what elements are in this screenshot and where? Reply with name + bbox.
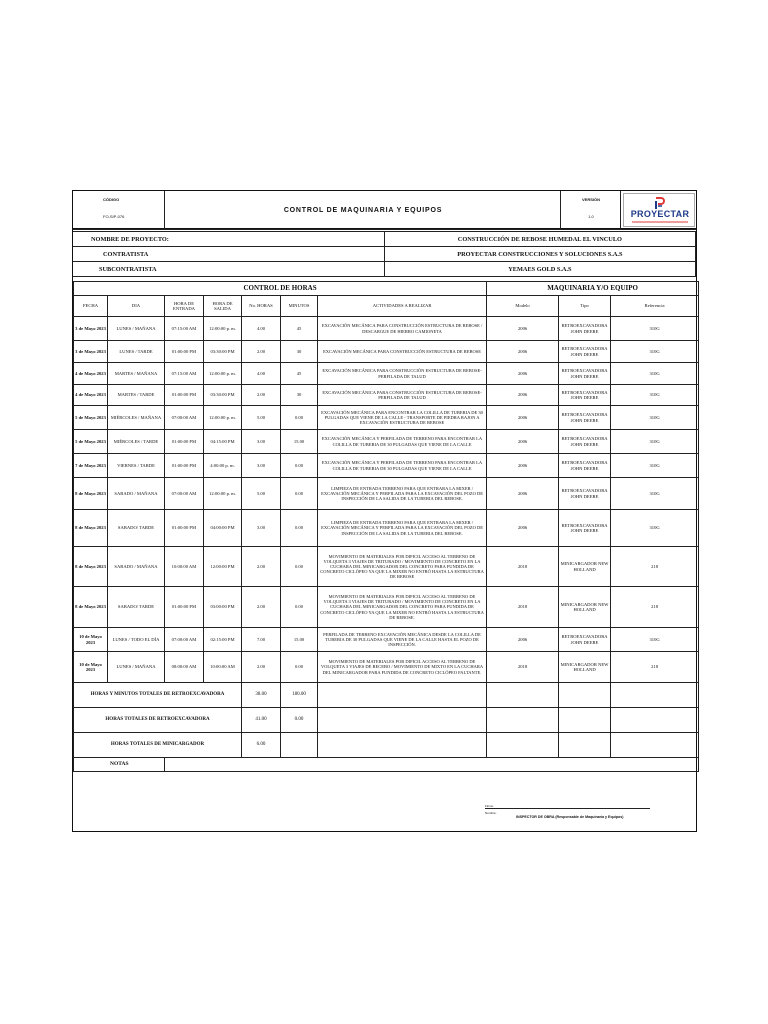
cell-salida: 12:00:00 p. m. <box>204 363 242 385</box>
cell-referencia: 310G <box>611 478 699 510</box>
cell-entrada: 10:00:00 AM <box>165 547 204 587</box>
cell-salida: 12:00:00 p. m. <box>204 406 242 430</box>
cell-minutos: 30 <box>281 385 318 406</box>
cell-referencia: 218 <box>611 547 699 587</box>
cell-entrada: 07:15:00 AM <box>165 317 204 341</box>
cell-tipo: RETROEXCAVADORA JOHN DEERE <box>559 317 611 341</box>
cell-referencia: 310G <box>611 385 699 406</box>
cell-minutos: 45 <box>281 317 318 341</box>
cell-dia: MIÉRCOLES / TARDE <box>108 430 165 454</box>
cell-referencia: 310G <box>611 341 699 363</box>
total-minutes-3 <box>281 733 318 758</box>
cell-tipo: RETROEXCAVADORA JOHN DEERE <box>559 341 611 363</box>
cell-horas: 7.00 <box>242 628 281 652</box>
cell-actividad: EXCAVACIÓN MECÁNICA PARA CONSTRUCCIÓN ESTRUCTURA DE REBOSE <box>318 341 487 363</box>
cell-actividad: MOVIMIENTO DE MATERIALES POR DIFICIL ACCESO AL TERRENO DE VOLQUETA 3 VIAJES DE TRITURADO / MOVIMIENTO DE CONCRETO EN LA CUCHARA DEL MINICARGADOR DEL CONCRETO PARA FUNDIDA DE CONCRETO CICLÓPEO YA QUE LA MIXER NO ENTRÓ HASTA LA ESTRUCTURA DE REBOSE <box>318 547 487 587</box>
cell-referencia: 310G <box>611 454 699 478</box>
cell-actividad: EXCAVACIÓN MECÁNICA PARA ENCONTRAR LA COLILLA DE TUBERIA DE 30 PULGADAS QUE VIENE DE LA CALLE - TRANSPORTE DE PIEDRA RAJON A EXCAVACIÓN ESTRUCTURA DE REBOSE <box>318 406 487 430</box>
cell-referencia: 310G <box>611 430 699 454</box>
cell-dia: LUNES / MAÑANA <box>108 652 165 683</box>
cell-entrada: 01:00:00 PM <box>165 430 204 454</box>
cell-actividad: MOVIMIENTO DE MATERIALES POR DIFICIL ACCESO AL TERRENO DE VOLQUETA 3 VIAJES DE RECEBO / MOVIMIENTO DE MIXTO EN LA CUCHARA DEL MINICARGADOR PARA FUNDIDA DE CONCRETO CICLÓPEO FALTANTE. <box>318 652 487 683</box>
cell-modelo: 2006 <box>487 430 559 454</box>
cell-modelo: 2006 <box>487 628 559 652</box>
cell-tipo: RETROEXCAVADORA JOHN DEERE <box>559 478 611 510</box>
notes-field[interactable] <box>165 758 699 772</box>
cell-fecha: 5 de Mayo 2023 <box>74 406 108 430</box>
cell-modelo: 2018 <box>487 652 559 683</box>
table-row <box>74 628 699 652</box>
signature-caption: INSPECTOR DE OBRA (Responsable de Maquinaria y Equipos) <box>516 815 624 819</box>
col-tipo: Tipo <box>559 296 611 317</box>
section-machinery: MAQUINARIA Y/O EQUIPO <box>487 282 699 296</box>
table-row <box>74 652 699 683</box>
cell-referencia: 310G <box>611 317 699 341</box>
form-title: CONTROL DE MAQUINARIA Y EQUIPOS <box>283 206 443 214</box>
cell-tipo: RETROEXCAVADORA JOHN DEERE <box>559 454 611 478</box>
cell-actividad: LIMPIEZA DE ENTRADA TERRENO PARA QUE ENTRARA LA MIXER / EXCAVACIÓN MECÁNICA Y PERFILADA PARA LA EXCAVACIÓN DEL POZO DE INSPECCIÓN DE LA SALIDA DE LA TUBERIA DEL REBOSE. <box>318 478 487 510</box>
table-row <box>74 317 699 341</box>
cell-fecha: 7 de Mayo 2023 <box>74 454 108 478</box>
cell-salida: 12:00:00 p. m. <box>204 478 242 510</box>
project-info-table <box>73 229 696 277</box>
signature-name-label: Nombre: <box>485 811 497 815</box>
col-minutos: MINUTOS <box>281 296 318 317</box>
cell-modelo: 2006 <box>487 454 559 478</box>
logo-text: PROYECTAR <box>630 209 690 219</box>
cell-salida: 04:00:00 PM <box>204 510 242 547</box>
code-label: CÓDIGO <box>103 197 120 202</box>
hours-table <box>73 281 699 772</box>
cell-salida: 10:00:00 AM <box>204 652 242 683</box>
cell-fecha: 8 de Mayo 2023 <box>74 478 108 510</box>
cell-actividad: EXCAVACIÓN MECÁNICA Y PERFILADA DE TERRENO PARA ENCONTRAR LA COLILLA DE TUBERIA DE 30 PULGADAS QUE VIENE DE LA CALLE <box>318 454 487 478</box>
cell-dia: SABADO/ TARDE <box>108 587 165 628</box>
cell-salida: 4:00:00 p. m. <box>204 454 242 478</box>
cell-horas: 4.00 <box>242 363 281 385</box>
cell-referencia: 218 <box>611 587 699 628</box>
col-dia: DIA <box>108 296 165 317</box>
contractor-value: PROYECTAR CONSTRUCCIONES Y SOLUCIONES S.A.S <box>384 247 695 262</box>
cell-minutos: 0.00 <box>281 510 318 547</box>
table-row <box>74 406 699 430</box>
cell-entrada: 01:00:00 PM <box>165 341 204 363</box>
cell-minutos: 30 <box>281 341 318 363</box>
total-label-3: HORAS TOTALES DE MINICARGADOR <box>74 733 242 758</box>
cell-salida: 03:30:00 PM <box>204 341 242 363</box>
cell-salida: 02:15:00 PM <box>204 628 242 652</box>
cell-tipo: MINICARGADOR NEW HOLLAND <box>559 547 611 587</box>
cell-modelo: 2018 <box>487 587 559 628</box>
col-actividades: ACTIVIDADES A REALIZAR <box>318 296 487 317</box>
cell-dia: MARTES / TARDE <box>108 385 165 406</box>
cell-horas: 3.00 <box>242 430 281 454</box>
contractor-label: CONTRATISTA <box>73 247 384 262</box>
cell-minutos: 15.00 <box>281 628 318 652</box>
cell-actividad: LIMPIEZA DE ENTRADA TERRENO PARA QUE ENTRARA LA MIXER / EXCAVACIÓN MECÁNICA Y PERFILADA PARA LA EXCAVACIÓN DEL POZO DE INSPECCIÓN DE LA SALIDA DE LA TUBERIA DEL REBOSE. <box>318 510 487 547</box>
cell-horas: 4.00 <box>242 317 281 341</box>
cell-fecha: 3 de Mayo 2023 <box>74 317 108 341</box>
cell-referencia: 310G <box>611 510 699 547</box>
cell-fecha: 4 de Mayo 2023 <box>74 363 108 385</box>
cell-actividad: EXCAVACIÓN MECÁNICA PARA CONSTRUCCIÓN ESTRUCTURA DE REBOSE / DESCARGUE DE HIERRO CAMIONETA <box>318 317 487 341</box>
cell-horas: 2.00 <box>242 341 281 363</box>
cell-dia: MIÉRCOLES / MAÑANA <box>108 406 165 430</box>
cell-salida: 03:30:00 PM <box>204 385 242 406</box>
cell-horas: 5.00 <box>242 406 281 430</box>
table-row <box>74 587 699 628</box>
cell-tipo: RETROEXCAVADORA JOHN DEERE <box>559 363 611 385</box>
logo-mark-icon <box>653 196 666 210</box>
cell-modelo: 2006 <box>487 406 559 430</box>
total-label-1: HORAS Y MINUTOS TOTALES DE RETROEXCAVADORA <box>74 683 242 708</box>
cell-fecha: 10 de Mayo 2023 <box>74 628 108 652</box>
cell-fecha: 4 de Mayo 2023 <box>74 385 108 406</box>
total-label-2: HORAS TOTALES DE RETROEXCAVADORA <box>74 708 242 733</box>
cell-actividad: PERFILADA DE TERRENO EXCAVACIÓN MECÁNICA DESDE LA COLILLA DE TUBERIA DE 30 PULGADAS QUE VIENE DE LA CALLE HASTA EL POZO DE INSPECCIÓN. <box>318 628 487 652</box>
table-row <box>74 478 699 510</box>
total-minutes-2: 0.00 <box>281 708 318 733</box>
cell-entrada: 01:00:00 PM <box>165 454 204 478</box>
cell-fecha: 8 de Mayo 2023 <box>74 587 108 628</box>
cell-actividad: MOVIMIENTO DE MATERIALES POR DIFICIL ACCESO AL TERRENO DE VOLQUETA 3 VIAJES DE TRITURADO / MOVIMIENTO DE CONCRETO EN LA CUCHARA DEL MINICARGADOR DEL CONCRETO PARA FUNDIDA DE CONCRETO CICLÓPEO YA QUE LA MIXER NO ENTRÓ HASTA LA ESTRUCTURA DE REBOSE. <box>318 587 487 628</box>
cell-referencia: 310G <box>611 363 699 385</box>
cell-tipo: MINICARGADOR NEW HOLLAND <box>559 587 611 628</box>
cell-dia: LUNES / MAÑANA <box>108 317 165 341</box>
subcontractor-value: YEMAES GOLD S.A.S <box>384 262 695 277</box>
cell-actividad: EXCAVACIÓN MECÁNICA Y PERFILADA DE TERRENO PARA ENCONTRAR LA COLILLA DE TUBERIA DE 30 PULGADAS QUE VIENE DE LA CALLE <box>318 430 487 454</box>
cell-modelo: 2006 <box>487 510 559 547</box>
cell-fecha: 5 de Mayo 2023 <box>74 430 108 454</box>
code-value: FO-SIP-076 <box>103 214 125 219</box>
cell-modelo: 2006 <box>487 317 559 341</box>
col-entrada: HORA DE ENTRADA <box>165 296 204 317</box>
cell-modelo: 2018 <box>487 547 559 587</box>
cell-tipo: RETROEXCAVADORA JOHN DEERE <box>559 628 611 652</box>
cell-entrada: 08:00:00 AM <box>165 652 204 683</box>
table-row <box>74 385 699 406</box>
cell-horas: 2.00 <box>242 547 281 587</box>
cell-minutos: 0.00 <box>281 547 318 587</box>
col-modelo: Modelo <box>487 296 559 317</box>
cell-salida: 12:00:00 p. m. <box>204 317 242 341</box>
cell-minutos: 0.00 <box>281 406 318 430</box>
subcontractor-label: SUBCONTRATISTA <box>73 262 384 277</box>
cell-dia: LUNES / TARDE <box>108 341 165 363</box>
cell-modelo: 2006 <box>487 341 559 363</box>
cell-dia: SABADO/ TARDE <box>108 510 165 547</box>
signature-area <box>73 788 696 832</box>
cell-entrada: 01:00:00 PM <box>165 510 204 547</box>
cell-dia: MARTES / MAÑANA <box>108 363 165 385</box>
cell-minutos: 45 <box>281 363 318 385</box>
cell-tipo: RETROEXCAVADORA JOHN DEERE <box>559 385 611 406</box>
total-minutes-1: 180.00 <box>281 683 318 708</box>
cell-horas: 5.00 <box>242 478 281 510</box>
form-header <box>73 191 696 229</box>
cell-actividad: EXCAVACIÓN MECÁNICA PARA CONSTRUCCIÓN ESTRUCTURA DE REBOSE- PERFILADA DE TALUD <box>318 385 487 406</box>
version-value: 1.0 <box>588 214 594 219</box>
signature-firma-label: Firma: <box>485 804 494 808</box>
cell-horas: 2.00 <box>242 385 281 406</box>
table-row <box>74 454 699 478</box>
total-hours-1: 38.00 <box>242 683 281 708</box>
cell-salida: 12:00:00 PM <box>204 547 242 587</box>
section-hours: CONTROL DE HORAS <box>74 282 487 296</box>
cell-fecha: 8 de Mayo 2023 <box>74 510 108 547</box>
cell-minutos: 0.00 <box>281 478 318 510</box>
cell-tipo: MINICARGADOR NEW HOLLAND <box>559 652 611 683</box>
cell-minutos: 15.00 <box>281 430 318 454</box>
cell-dia: SABADO / MAÑANA <box>108 547 165 587</box>
cell-actividad: EXCAVACIÓN MECÁNICA PARA CONSTRUCCIÓN ESTRUCTURA DE REBOSE- PERFILADA DE TALUD <box>318 363 487 385</box>
table-row <box>74 547 699 587</box>
cell-minutos: 0.00 <box>281 652 318 683</box>
cell-entrada: 07:00:00 AM <box>165 406 204 430</box>
cell-modelo: 2006 <box>487 385 559 406</box>
company-logo <box>623 193 695 227</box>
logo-underline <box>632 221 688 223</box>
cell-salida: 03:00:00 PM <box>204 587 242 628</box>
cell-minutos: 0.00 <box>281 454 318 478</box>
cell-horas: 2.00 <box>242 587 281 628</box>
cell-entrada: 07:00:00 AM <box>165 628 204 652</box>
cell-salida: 04:15:00 PM <box>204 430 242 454</box>
project-label: NOMBRE DE PROYECTO: <box>73 232 384 247</box>
cell-dia: VIERNES / TARDE <box>108 454 165 478</box>
cell-fecha: 8 de Mayo 2023 <box>74 547 108 587</box>
cell-referencia: 310G <box>611 628 699 652</box>
hours-rows <box>74 317 699 683</box>
cell-horas: 3.00 <box>242 454 281 478</box>
cell-fecha: 3 de Mayo 2023 <box>74 341 108 363</box>
project-value: CONSTRUCCIÓN DE REBOSE HUMEDAL EL VINCULO <box>384 232 695 247</box>
total-hours-3: 6.00 <box>242 733 281 758</box>
cell-tipo: RETROEXCAVADORA JOHN DEERE <box>559 406 611 430</box>
cell-modelo: 2006 <box>487 478 559 510</box>
signature-line <box>485 808 650 809</box>
cell-referencia: 218 <box>611 652 699 683</box>
cell-entrada: 07:00:00 AM <box>165 478 204 510</box>
table-row <box>74 341 699 363</box>
cell-entrada: 01:00:00 PM <box>165 385 204 406</box>
total-hours-2: 41.00 <box>242 708 281 733</box>
cell-entrada: 07:15:00 AM <box>165 363 204 385</box>
cell-minutos: 0.00 <box>281 587 318 628</box>
cell-fecha: 10 de Mayo 2023 <box>74 652 108 683</box>
cell-horas: 2.00 <box>242 652 281 683</box>
col-salida: HORA DE SALIDA <box>204 296 242 317</box>
col-horas: No. HORAS <box>242 296 281 317</box>
cell-modelo: 2006 <box>487 363 559 385</box>
version-label: VERSIÓN <box>581 197 600 202</box>
maintenance-form <box>72 190 697 832</box>
table-row <box>74 363 699 385</box>
table-row <box>74 430 699 454</box>
cell-dia: SABADO / MAÑANA <box>108 478 165 510</box>
cell-entrada: 01:00:00 PM <box>165 587 204 628</box>
cell-referencia: 310G <box>611 406 699 430</box>
col-fecha: FECHA <box>74 296 108 317</box>
cell-horas: 3.00 <box>242 510 281 547</box>
col-referencia: Referencia <box>611 296 699 317</box>
notes-label: NOTAS <box>74 758 165 772</box>
cell-tipo: RETROEXCAVADORA JOHN DEERE <box>559 510 611 547</box>
cell-tipo: RETROEXCAVADORA JOHN DEERE <box>559 430 611 454</box>
table-row <box>74 510 699 547</box>
cell-dia: LUNES / TODO EL DÍA <box>108 628 165 652</box>
